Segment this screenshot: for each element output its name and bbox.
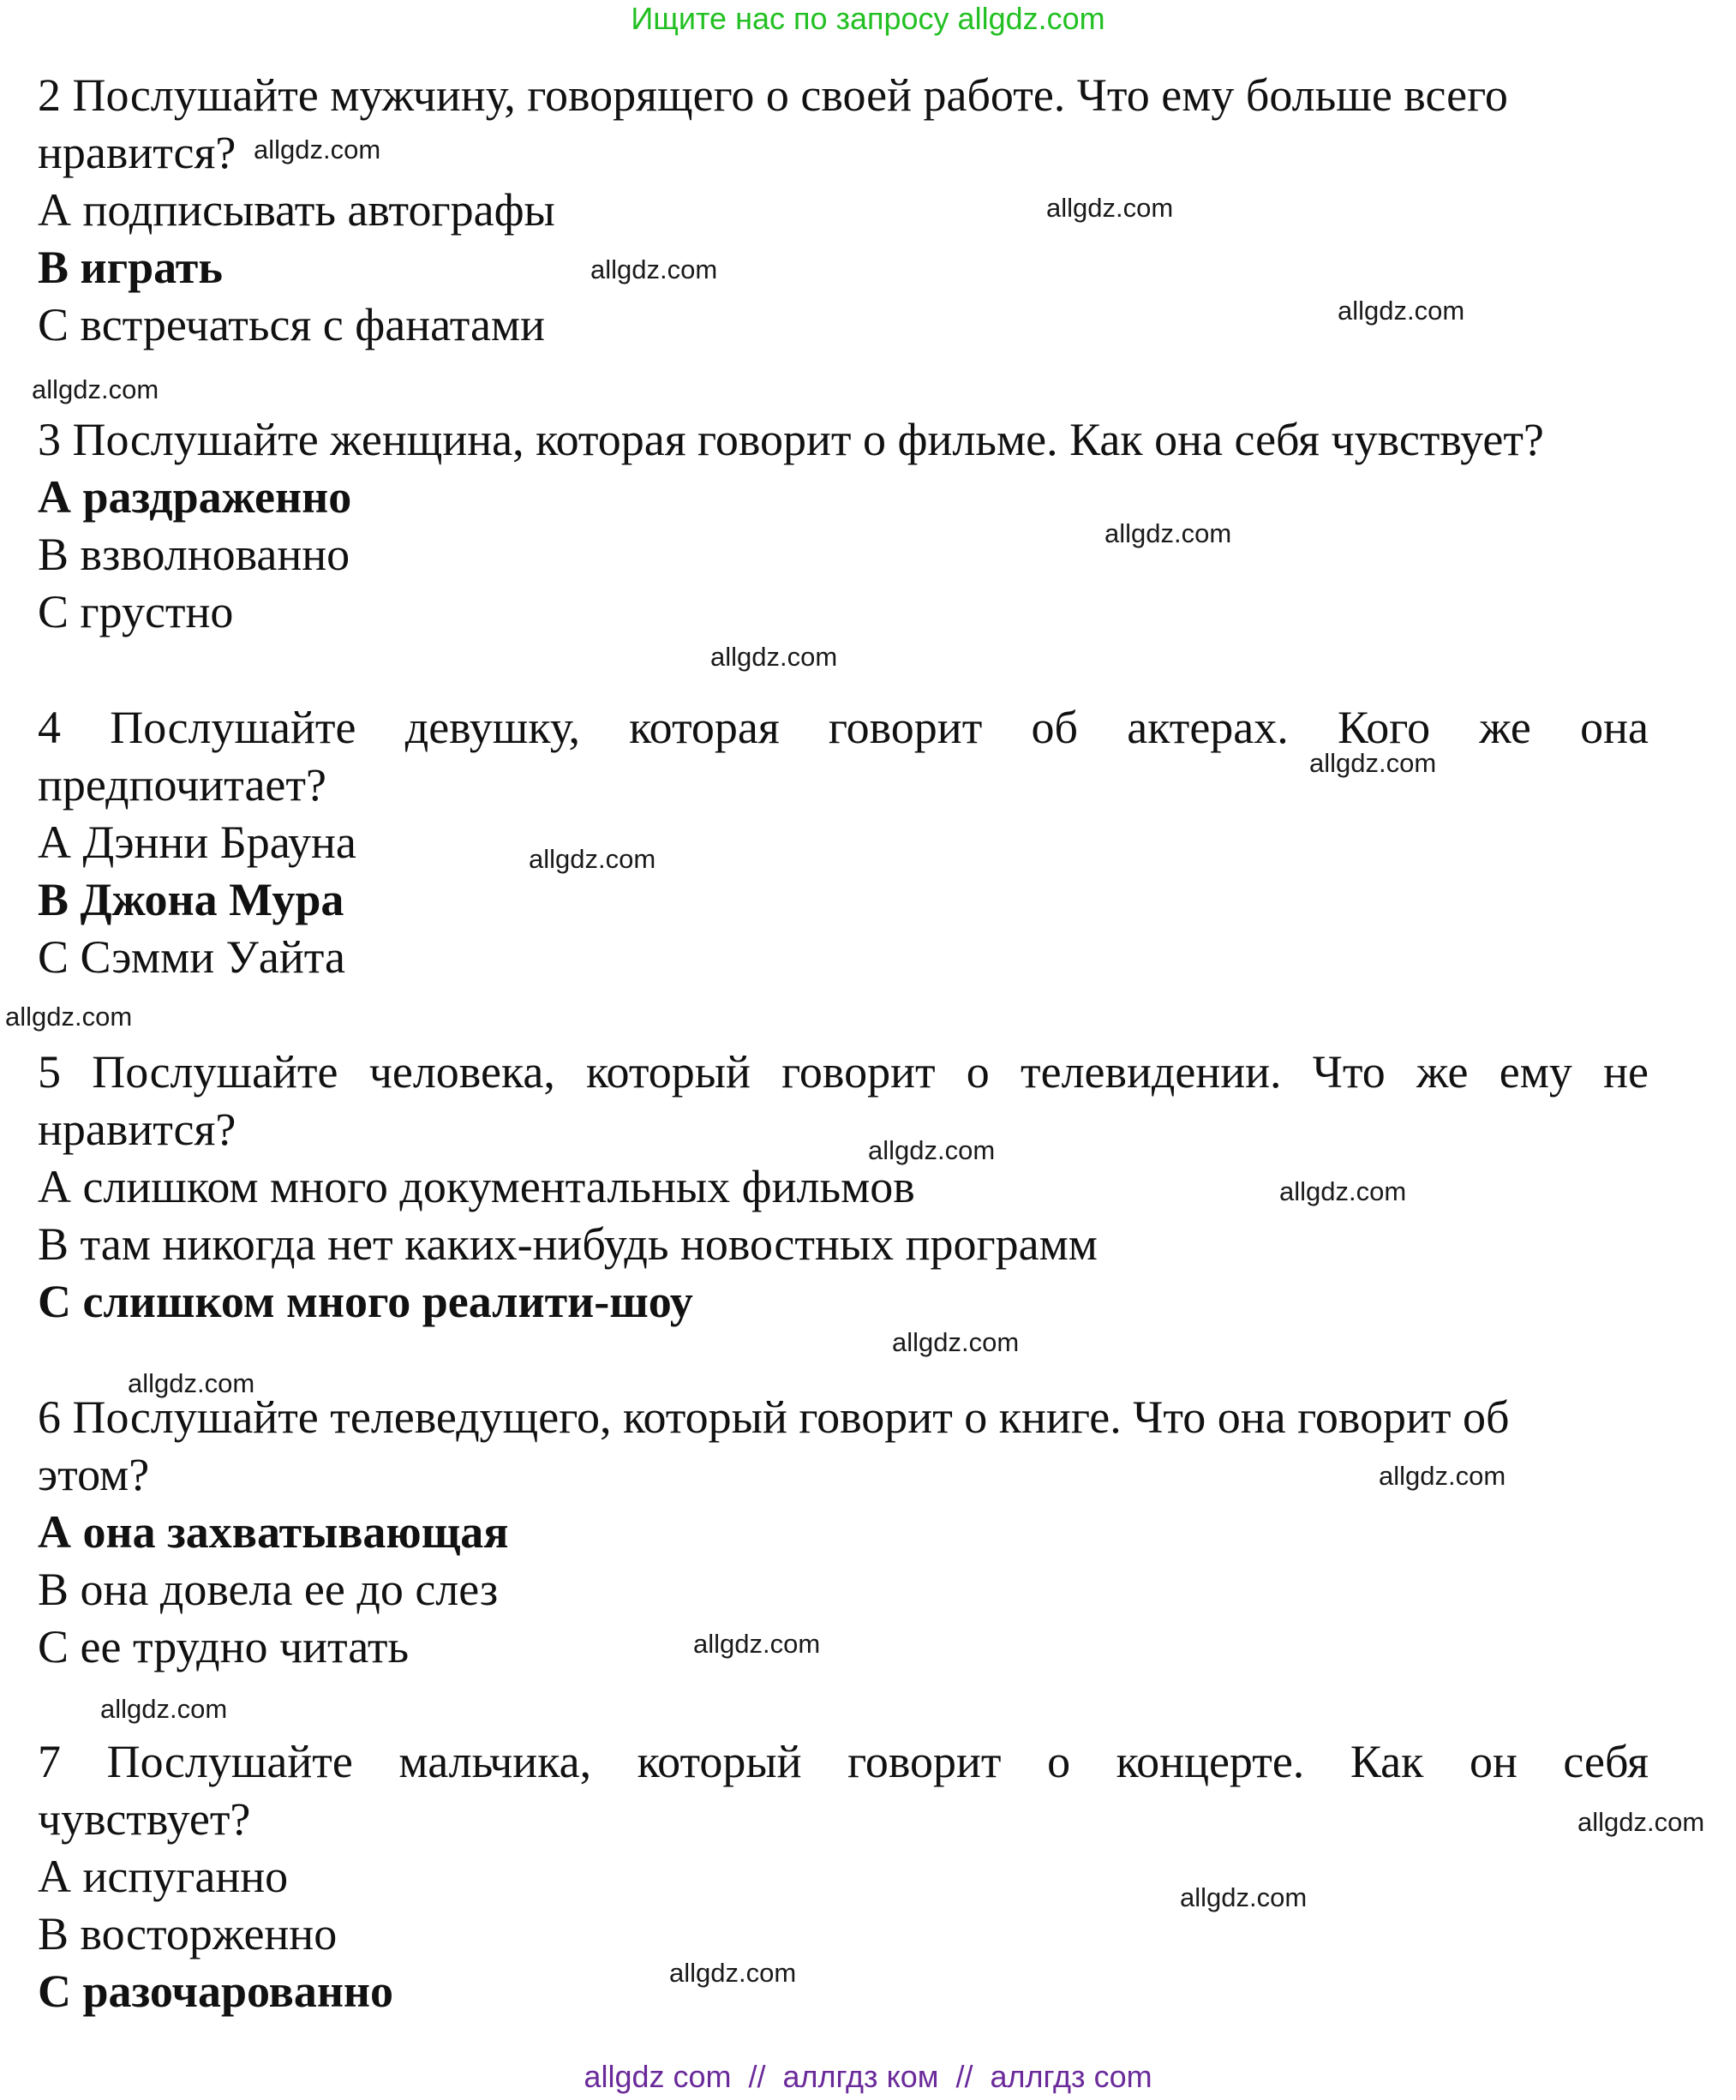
watermark: allgdz.com bbox=[693, 1629, 821, 1659]
question-2-option-c: С встречаться с фанатами bbox=[38, 299, 545, 350]
question-7-option-a: А испуганно bbox=[38, 1851, 289, 1902]
question-6-option-b: В она довела ее до слез bbox=[38, 1564, 499, 1615]
watermark: allgdz.com bbox=[1309, 748, 1437, 778]
watermark: allgdz.com bbox=[590, 254, 718, 284]
question-6-option-c: С ее трудно читать bbox=[38, 1621, 410, 1672]
question-6-option-a-correct: А она захватывающая bbox=[38, 1506, 509, 1558]
question-7-option-c-correct: С разочарованно bbox=[38, 1965, 394, 2017]
watermark: allgdz.com bbox=[1338, 296, 1465, 326]
watermark: allgdz.com bbox=[5, 1002, 133, 1032]
watermark: allgdz.com bbox=[529, 844, 656, 874]
watermark: allgdz.com bbox=[1577, 1807, 1705, 1837]
watermark: allgdz.com bbox=[710, 642, 838, 672]
question-3-prompt-line-1: 3 Послушайте женщина, которая говорит о фильме. Как она себя чувствует? bbox=[38, 414, 1544, 465]
question-3-option-a-correct: А раздраженно bbox=[38, 471, 352, 523]
question-6-prompt-line-2: этом? bbox=[38, 1449, 150, 1500]
question-7-prompt-line-2: чувствует? bbox=[38, 1793, 251, 1845]
question-2-prompt-line-2: нравится? bbox=[38, 127, 236, 178]
watermark: allgdz.com bbox=[32, 374, 159, 404]
question-5-option-b: В там никогда нет каких-нибудь новостных программ bbox=[38, 1218, 1098, 1270]
question-2-prompt-line-1: 2 Послушайте мужчину, говорящего о своей работе. Что ему больше всего bbox=[38, 69, 1508, 121]
watermark: allgdz.com bbox=[100, 1694, 228, 1724]
watermark: allgdz.com bbox=[1104, 518, 1232, 548]
search-banner[interactable]: Ищите нас по запросу allgdz.com bbox=[631, 1, 1105, 36]
watermark: allgdz.com bbox=[128, 1368, 255, 1398]
watermark: allgdz.com bbox=[1279, 1176, 1407, 1206]
watermark: allgdz.com bbox=[892, 1327, 1020, 1357]
question-5-option-c-correct: С слишком много реалити-шоу bbox=[38, 1276, 693, 1327]
question-4-option-b-correct: В Джона Мура bbox=[38, 874, 344, 925]
question-2-option-b-correct: В играть bbox=[38, 242, 223, 293]
question-7-prompt-line-1: 7 Послушайте мальчика, который говорит о концерте. Как он себя bbox=[38, 1736, 1649, 1787]
watermark: allgdz.com bbox=[1046, 193, 1174, 223]
question-4-option-a: А Дэнни Брауна bbox=[38, 817, 356, 868]
question-4-prompt-line-1: 4 Послушайте девушку, которая говорит об актерах. Кого же она bbox=[38, 702, 1649, 753]
watermark: allgdz.com bbox=[1180, 1882, 1308, 1912]
question-4-prompt-line-2: предпочитает? bbox=[38, 759, 326, 811]
question-4-option-c: С Сэмми Уайта bbox=[38, 931, 345, 983]
question-3-option-b: В взволнованно bbox=[38, 529, 350, 580]
question-2-option-a: А подписывать автографы bbox=[38, 184, 555, 236]
watermark: allgdz.com bbox=[669, 1958, 797, 1988]
footer-links[interactable]: allgdz com // аллгдз ком // аллгдз com bbox=[584, 2059, 1152, 2094]
watermark: allgdz.com bbox=[868, 1135, 996, 1165]
watermark: allgdz.com bbox=[1379, 1461, 1506, 1491]
question-5-prompt-line-1: 5 Послушайте человека, который говорит о телевидении. Что же ему не bbox=[38, 1046, 1649, 1098]
question-5-option-a: А слишком много документальных фильмов bbox=[38, 1161, 915, 1212]
question-3-option-c: С грустно bbox=[38, 586, 234, 637]
question-6-prompt-line-1: 6 Послушайте телеведущего, который говорит о книге. Что она говорит об bbox=[38, 1391, 1510, 1443]
question-5-prompt-line-2: нравится? bbox=[38, 1104, 236, 1155]
question-7-option-b: В восторженно bbox=[38, 1908, 338, 1959]
watermark: allgdz.com bbox=[254, 135, 381, 165]
